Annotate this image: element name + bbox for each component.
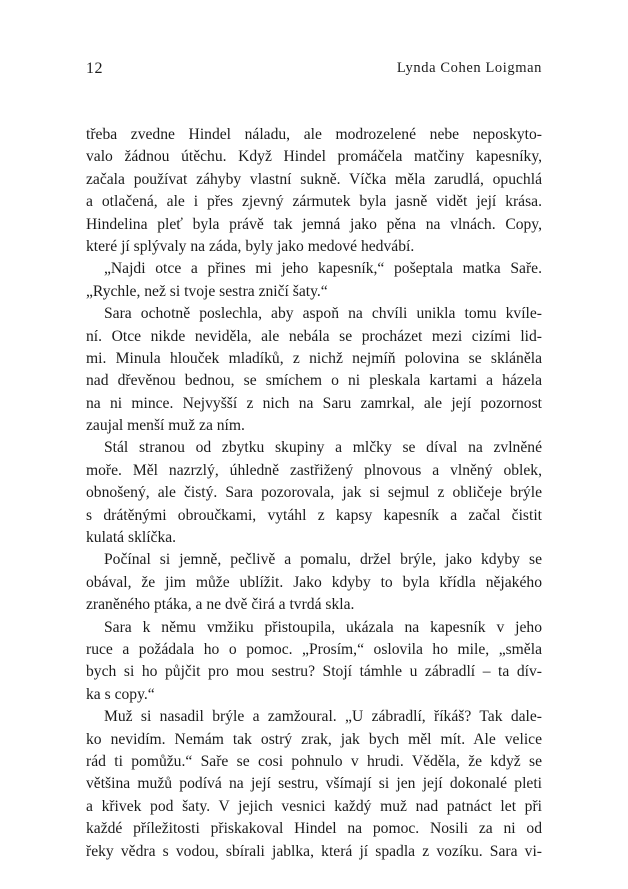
text-line: Stál stranou od zbytku skupiny a mlčky se díval na zvlněné (104, 439, 542, 457)
text-line: „Rychle, než si tvoje sestra zničí šaty.“ (86, 282, 328, 300)
body-text (86, 124, 542, 863)
text-line: rád ti pomůžu.“ Saře se cosi pohnulo v hrudi. Věděla, že když se (86, 752, 542, 770)
text-line: každé příležitosti přiskakoval Hindel na pomoc. Nosili za ni od (86, 820, 542, 838)
text-line: a otlačená, ale i přes zjevný zármutek byla jasně vidět její krása. (86, 193, 542, 211)
text-line: bych si ho půjčit pro mou sestru? Stojí támhle u zábradlí – ta dív- (86, 663, 542, 681)
text-line: obnošený, ale čistý. Sara pozorovala, jak si sejmul z obličeje brýle (86, 484, 542, 502)
text-line: ka s copy.“ (86, 685, 155, 703)
text-line: a křivek pod šaty. V jejich vesnici každý muž nad patnáct let při (86, 797, 542, 815)
text-line: zraněného ptáka, a ne dvě čirá a tvrdá skla. (86, 596, 355, 614)
text-line: na ni mince. Nejvyšší z nich na Saru zamrkal, ale její pozornost (86, 394, 542, 412)
text-line: Počínal si jemně, pečlivě a pomalu, držel brýle, jako kdyby se (104, 551, 542, 569)
text-line: ruce a požádala ho o pomoc. „Prosím,“ oslovila ho mile, „směla (86, 640, 542, 658)
text-line: Sara ochotně poslechla, aby aspoň na chvíli unikla tomu kvíle- (104, 305, 542, 323)
text-line: většina mužů podívá na její sestru, všímají si jen její dokonalé pleti (86, 775, 542, 793)
text-line: které jí splývaly na záda, byly jako medové hedvábí. (86, 237, 415, 255)
text-line: zaujal menší muž za ním. (86, 417, 245, 435)
page-number: 12 (86, 60, 103, 77)
text-line: Sara k němu vmžiku přistoupila, ukázala na kapesník v jeho (104, 618, 542, 636)
text-line: mi. Minula hlouček mladíků, z nichž nejmíň polovina se skláněla (86, 349, 542, 367)
text-line: Muž si nasadil brýle a zamžoural. „U zábradlí, říkáš? Tak dale- (104, 708, 542, 726)
text-line: třeba zvedne Hindel náladu, ale modrozelené nebe neposkyto- (86, 126, 542, 143)
text-line: řeky vědra s vodou, sbírali jablka, která jí spadla z vozíku. Sara vi- (86, 842, 542, 860)
text-line: „Najdi otce a přines mi jeho kapesník,“ pošeptala matka Saře. (104, 260, 542, 278)
text-line: ko nevidím. Nemám tak ostrý zrak, jak bych měl mít. Ale velice (86, 730, 542, 748)
text-line: moře. Měl nazrzlý, úhledně zastřižený plnovous a vlněný oblek, (86, 461, 542, 479)
text-line: ní. Otce nikde neviděla, ale nebála se procházet mezi cizími lid- (86, 327, 542, 345)
text-line: valo žádnou útěchu. Když Hindel promáčela matčiny kapesníky, (86, 148, 542, 166)
text-line: začala používat záhyby vlastní sukně. Víčka měla zarudlá, opuchlá (86, 170, 542, 188)
text-line: s drátěnými obroučkami, vytáhl z kapsy kapesník a začal čistit (86, 506, 542, 524)
running-title: Lynda Cohen Loigman (396, 60, 542, 76)
text-line: kulatá sklíčka. (86, 529, 177, 547)
text-line: obával, že jim může ublížit. Jako kdyby to byla křídla nějakého (86, 573, 542, 591)
text-line: Hindelina pleť byla právě tak jemná jako pěna na vlnách. Copy, (86, 215, 542, 233)
text-line: nad dřevěnou bednou, se smíchem o ni pleskala kartami a házela (86, 372, 542, 390)
